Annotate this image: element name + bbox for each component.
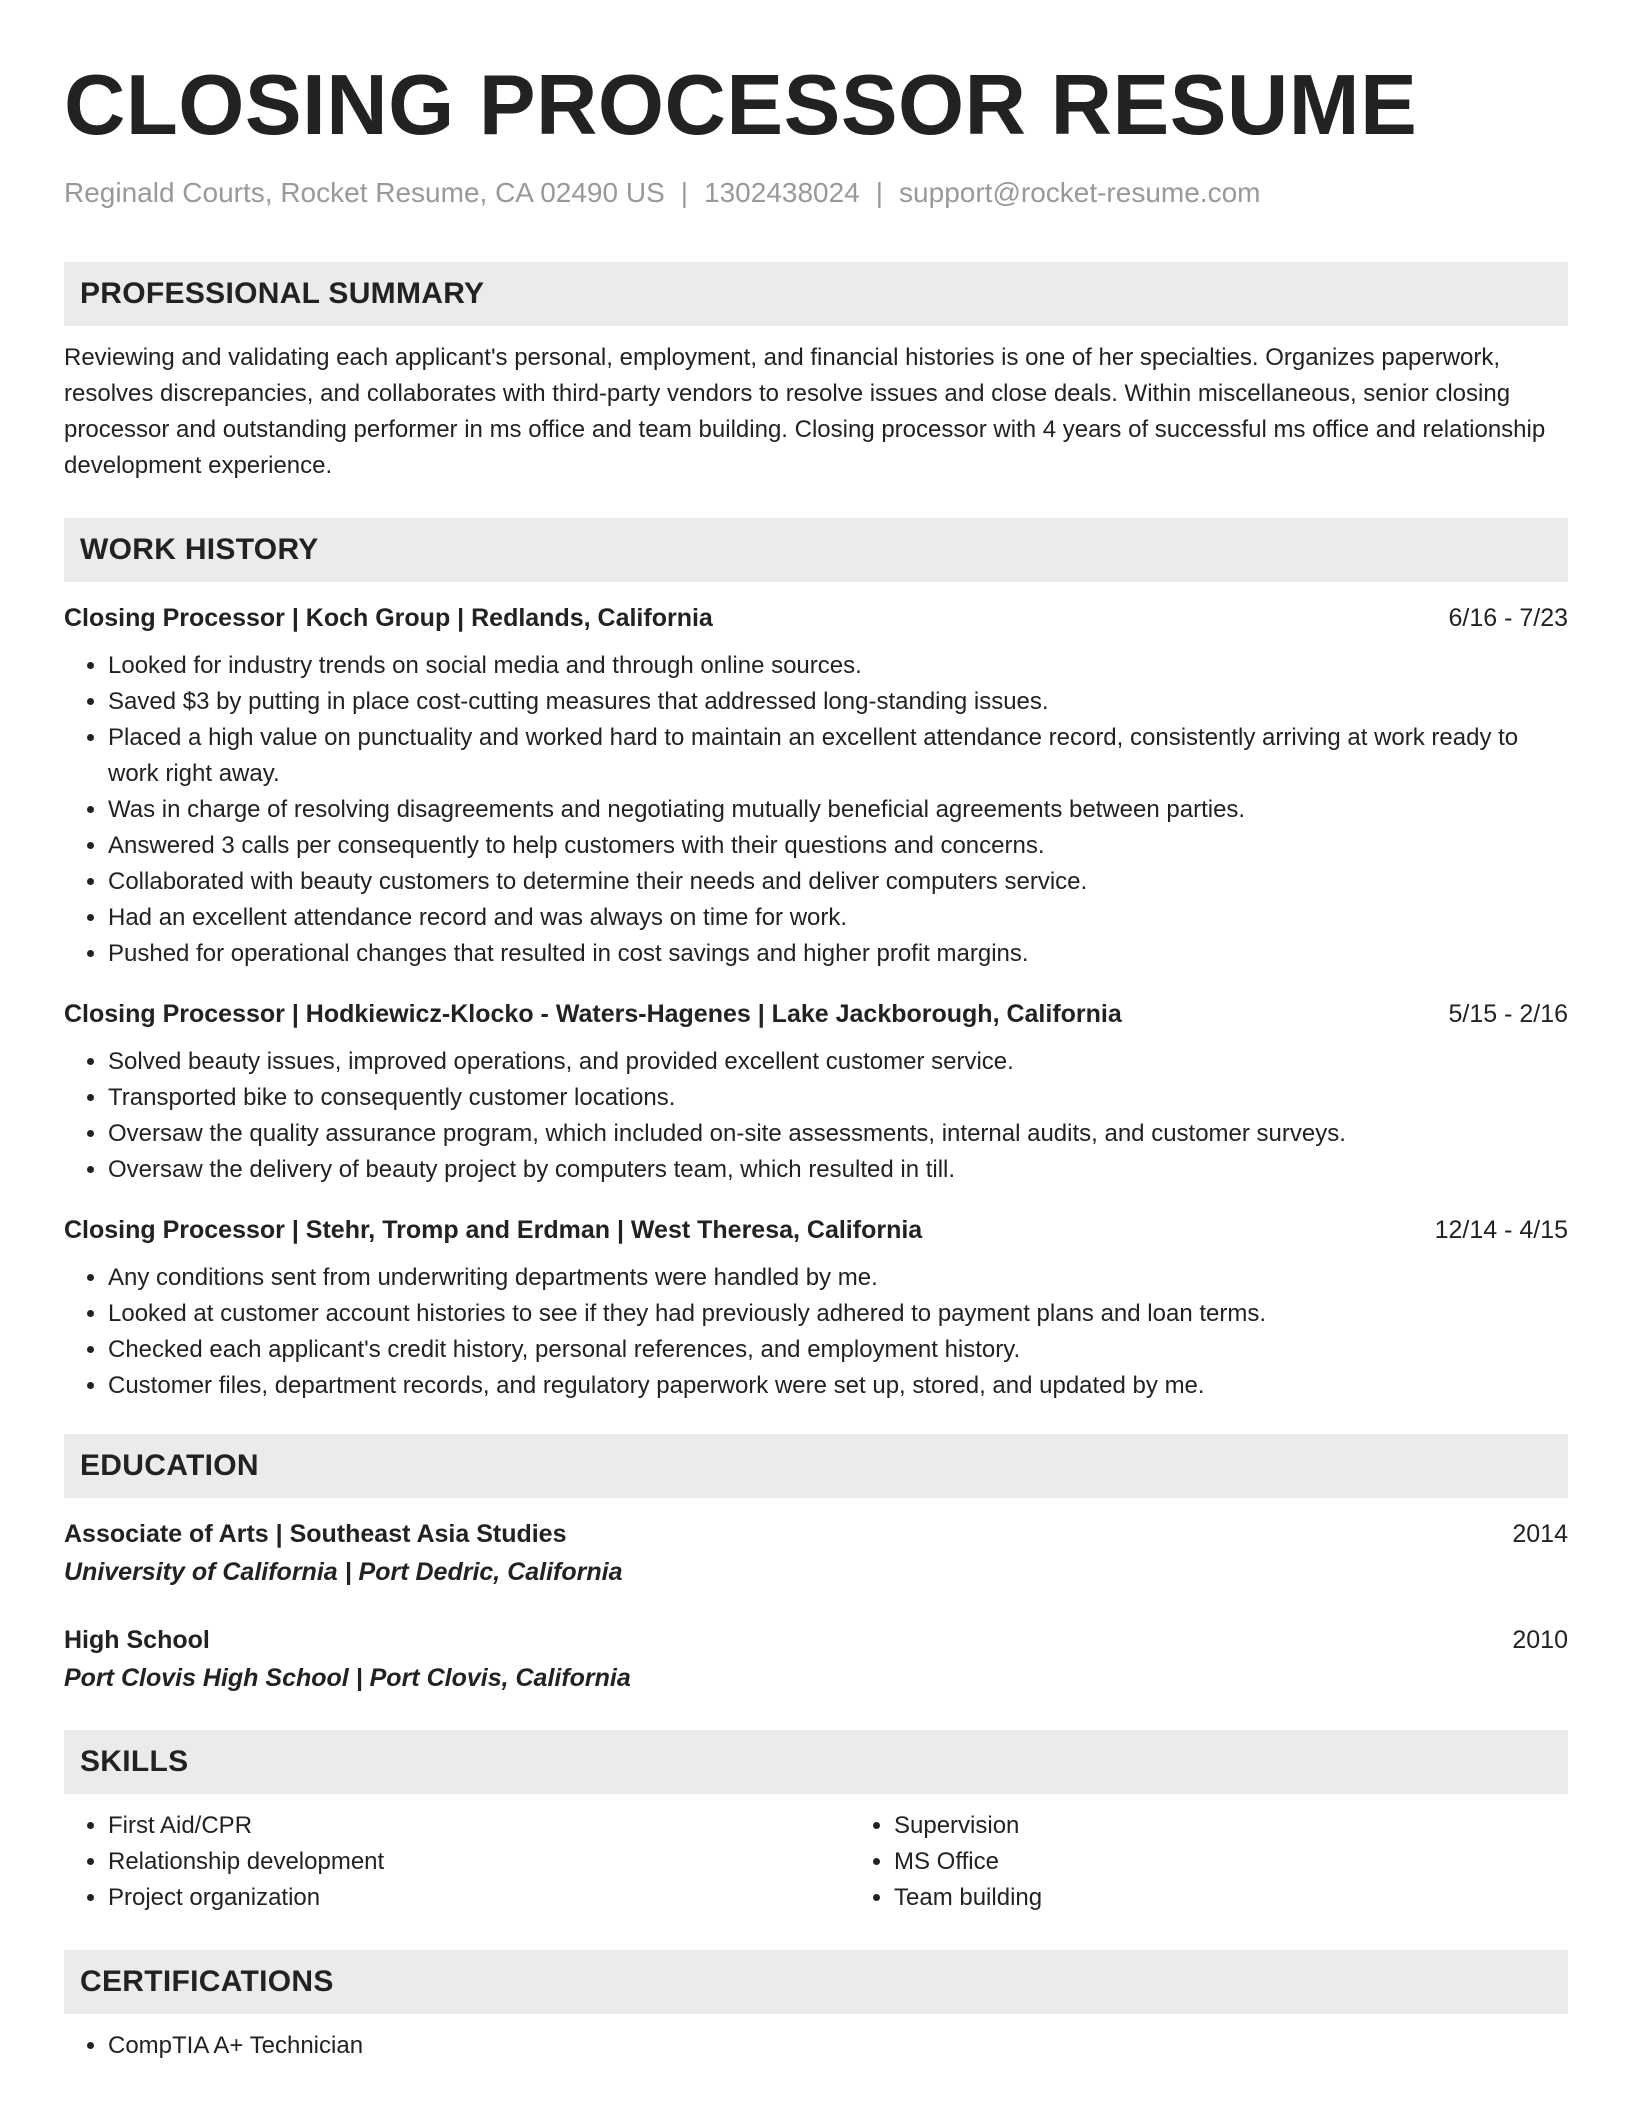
job-bullet: • Transported bike to consequently customer locations. [108, 1080, 1568, 1116]
section-heading-work-history: WORK HISTORY [64, 518, 1568, 582]
contact-email: support@rocket-resume.com [899, 177, 1261, 208]
job-bullet: • Looked at customer account histories to see if they had previously adhered to payment plans and loan terms. [108, 1296, 1568, 1332]
education-header [64, 1516, 1568, 1552]
education-entry [64, 1516, 1568, 1590]
section-heading-education: EDUCATION [64, 1434, 1568, 1498]
job-bullet: • Collaborated with beauty customers to determine their needs and deliver computers service. [108, 864, 1568, 900]
education-school: Port Clovis High School | Port Clovis, California [64, 1664, 631, 1692]
skills-list-right [850, 1808, 1568, 1916]
education-header [64, 1622, 1568, 1658]
skill-item: • Relationship development [108, 1844, 850, 1880]
resume-title: CLOSING PROCESSOR RESUME [64, 58, 1418, 153]
job-dates: 6/16 - 7/23 [1448, 604, 1568, 632]
education-year: 2014 [1512, 1520, 1568, 1548]
certifications-block [64, 2028, 1568, 2064]
job-entry [64, 996, 1568, 1188]
job-bullet: • Oversaw the quality assurance program, which included on-site assessments, internal audits, and customer surveys. [108, 1116, 1568, 1152]
job-bullet: • Answered 3 calls per consequently to help customers with their questions and concerns. [108, 828, 1568, 864]
skill-item: • Supervision [894, 1808, 1568, 1844]
section-heading-skills: SKILLS [64, 1730, 1568, 1794]
contact-separator: | [875, 177, 884, 208]
job-bullet: • Looked for industry trends on social media and through online sources. [108, 648, 1568, 684]
job-bullet-list [64, 1260, 1568, 1404]
skill-item: • First Aid/CPR [108, 1808, 850, 1844]
resume-page [64, 0, 1568, 2064]
skills-list-left [64, 1808, 850, 1916]
section-heading-certifications: CERTIFICATIONS [64, 1950, 1568, 2014]
job-bullet: • Saved $3 by putting in place cost-cutting measures that addressed long-standing issues. [108, 684, 1568, 720]
contact-address: Reginald Courts, Rocket Resume, CA 02490 US [64, 177, 665, 208]
education-school: University of California | Port Dedric, California [64, 1558, 623, 1586]
certification-item: • CompTIA A+ Technician [108, 2028, 1568, 2064]
job-bullet: • Placed a high value on punctuality and worked hard to maintain an excellent attendance record, consistently arriving at work ready to work right away. [108, 720, 1568, 792]
job-header [64, 1212, 1568, 1248]
job-bullet: • Solved beauty issues, improved operations, and provided excellent customer service. [108, 1044, 1568, 1080]
job-dates: 12/14 - 4/15 [1434, 1216, 1568, 1244]
skill-item: • Team building [894, 1880, 1568, 1916]
education-degree: Associate of Arts | Southeast Asia Studies [64, 1520, 567, 1548]
job-bullet: • Checked each applicant's credit history, personal references, and employment history. [108, 1332, 1568, 1368]
contact-phone: 1302438024 [704, 177, 860, 208]
certifications-list [64, 2028, 1568, 2064]
education-entry [64, 1622, 1568, 1696]
job-bullet: • Was in charge of resolving disagreements and negotiating mutually beneficial agreements between parties. [108, 792, 1568, 828]
job-bullet: • Pushed for operational changes that resulted in cost savings and higher profit margins. [108, 936, 1568, 972]
job-bullet: • Any conditions sent from underwriting departments were handled by me. [108, 1260, 1568, 1296]
section-heading-summary: PROFESSIONAL SUMMARY [64, 262, 1568, 326]
job-entry [64, 600, 1568, 972]
job-header [64, 996, 1568, 1032]
job-bullet-list [64, 1044, 1568, 1188]
skill-item: • Project organization [108, 1880, 850, 1916]
education-year: 2010 [1512, 1626, 1568, 1654]
job-title: Closing Processor | Stehr, Tromp and Erdman | West Theresa, California [64, 1216, 923, 1244]
education-degree: High School [64, 1626, 210, 1654]
summary-text: Reviewing and validating each applicant's personal, employment, and financial histories is one of her specialties. Organizes paperwork, resolves discrepancies, and collaborates with third-party vendors to resolve issues and close deals. Within miscellaneous, senior closing processor and outstanding performer in ms office and team building. Closing processor with 4 years of successful ms office and relationship development experience. [64, 344, 1546, 479]
job-bullet: • Oversaw the delivery of beauty project by computers team, which resulted in till. [108, 1152, 1568, 1188]
job-bullet: • Had an excellent attendance record and was always on time for work. [108, 900, 1568, 936]
job-entry [64, 1212, 1568, 1404]
contact-separator: | [680, 177, 689, 208]
job-bullet-list [64, 648, 1568, 972]
job-header [64, 600, 1568, 636]
skills-columns [64, 1808, 1568, 1916]
job-dates: 5/15 - 2/16 [1448, 1000, 1568, 1028]
skill-item: • MS Office [894, 1844, 1568, 1880]
contact-line [64, 176, 1568, 210]
job-title: Closing Processor | Hodkiewicz-Klocko - Waters-Hagenes | Lake Jackborough, California [64, 1000, 1122, 1028]
job-bullet: • Customer files, department records, and regulatory paperwork were set up, stored, and updated by me. [108, 1368, 1568, 1404]
job-title: Closing Processor | Koch Group | Redlands, California [64, 604, 713, 632]
